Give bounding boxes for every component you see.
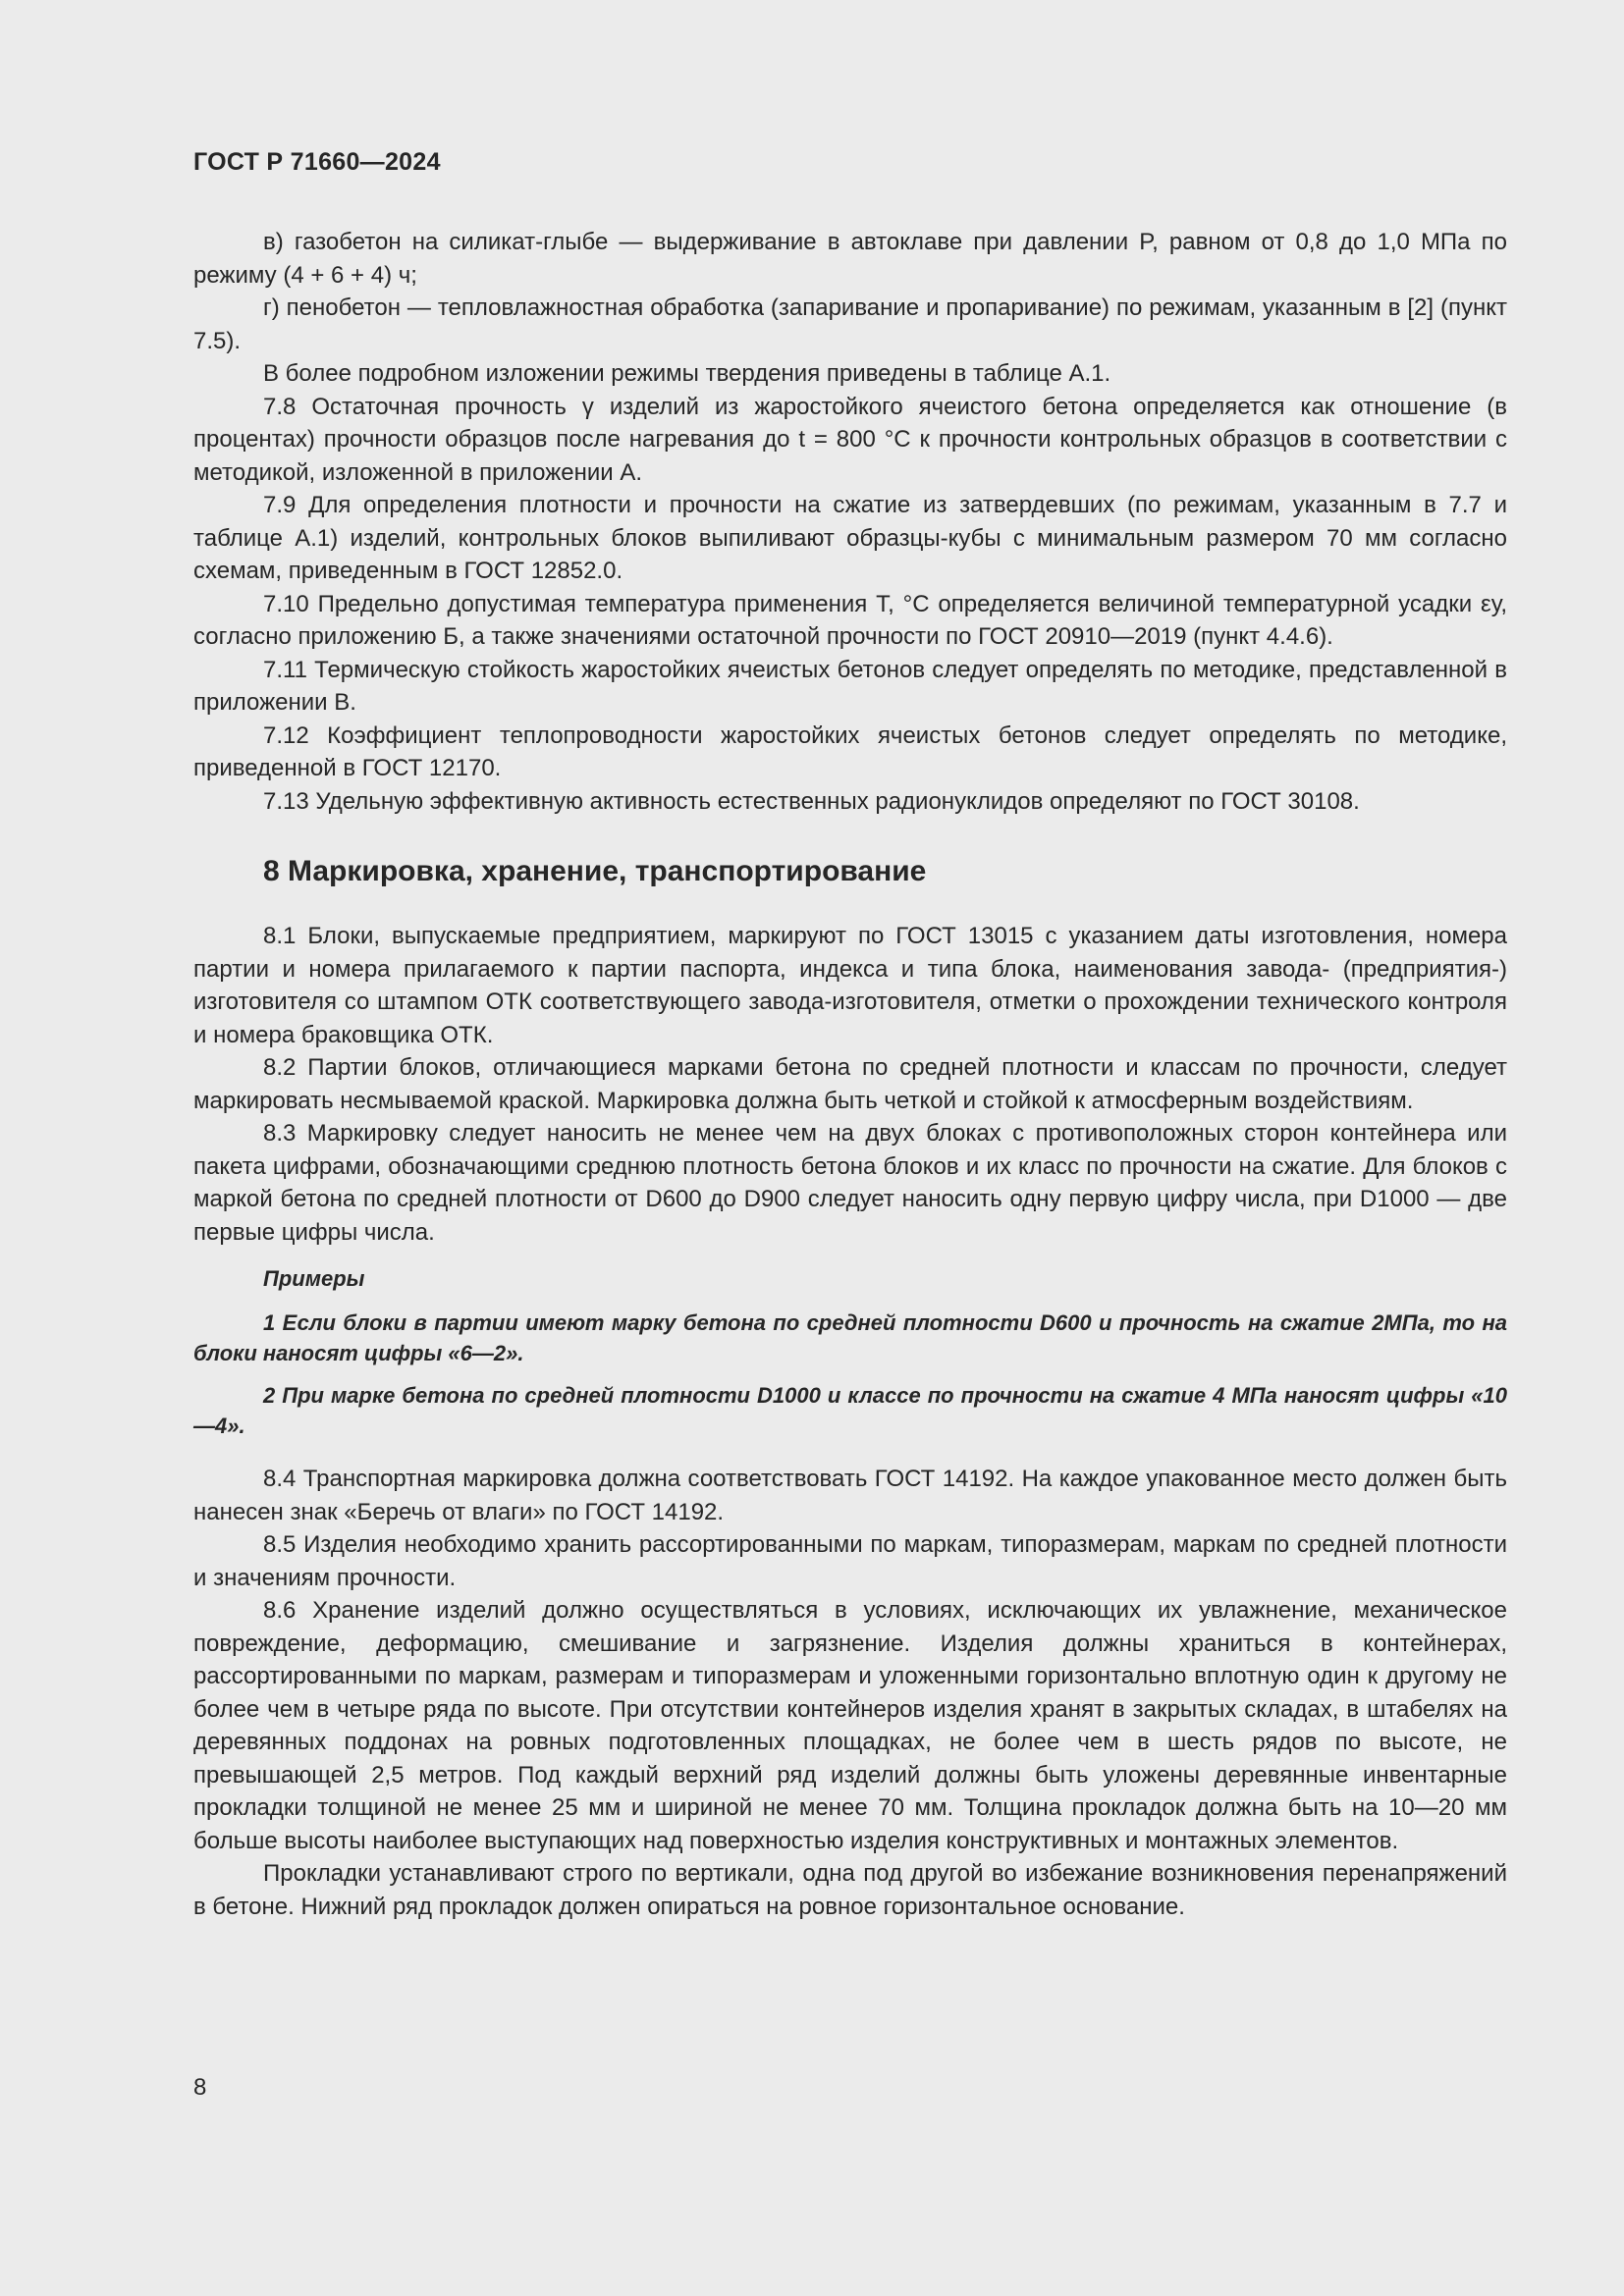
- page-number: 8: [193, 2074, 207, 2101]
- document-header: ГОСТ Р 71660—2024: [193, 148, 441, 176]
- example-item: 1 Если блоки в партии имеют марку бетона по средней плотности D600 и прочность на сжатие 2МПа, то на блоки наносят цифры «6—2».: [193, 1310, 1507, 1365]
- document-body: [193, 226, 1507, 1923]
- paragraph: 7.8 Остаточная прочность γ изделий из жаростойкого ячеистого бетона определяется как отношение (в процентах) прочности образцов после нагревания до t = 800 °С к прочности контрольных образцов в соответствии с методикой, изложенной в приложении А.: [193, 393, 1507, 486]
- paragraph: 8.3 Маркировку следует наносить не менее чем на двух блоках с противоположных сторон контейнера или пакета цифрами, обозначающими среднюю плотность бетона блоков и их класс по прочности на сжатие. Для блоков с маркой бетона по средней плотности от D600 до D900 следует наносить одну первую цифру числа, при D1000 — две первые цифры числа.: [193, 1120, 1507, 1246]
- paragraph: 8.4 Транспортная маркировка должна соответствовать ГОСТ 14192. На каждое упакованное место должен быть нанесен знак «Беречь от влаги» по ГОСТ 14192.: [193, 1466, 1507, 1525]
- examples-title: Примеры: [263, 1266, 365, 1291]
- paragraph: 8.2 Партии блоков, отличающиеся марками бетона по средней плотности и классам по прочности, следует маркировать несмываемой краской. Маркировка должна быть четкой и стойкой к атмосферным воздействиям.: [193, 1054, 1507, 1114]
- paragraph: В более подробном изложении режимы твердения приведены в таблице А.1.: [263, 360, 1111, 387]
- paragraph: 7.12 Коэффициент теплопроводности жаростойких ячеистых бетонов следует определять по методике, приведенной в ГОСТ 12170.: [193, 721, 1507, 781]
- paragraph: Прокладки устанавливают строго по вертикали, одна под другой во избежание возникновения перенапряжений в бетоне. Нижний ряд прокладок должен опираться на ровное горизонтальное основание.: [193, 1860, 1507, 1920]
- paragraph: 8.6 Хранение изделий должно осуществляться в условиях, исключающих их увлажнение, механическое повреждение, деформацию, смешивание и загрязнение. Изделия должны храниться в контейнерах, рассортированными по маркам, размерам и типоразмерам и уложенными горизонтально вплотную один к другому не более чем в четыре ряда по высоте. При отсутствии контейнеров изделия хранят в закрытых складах, в штабелях на деревянных поддонах на ровных подготовленных площадках, не более чем в шесть рядов по высоте, не превышающей 2,5 метров. Под каждый верхний ряд изделий должны быть уложены деревянные инвентарные прокладки толщиной не менее 25 мм и шириной не менее 70 мм. Толщина прокладок должна быть на 10—20 мм больше высоты наиболее выступающих над поверхностью изделия конструктивных и монтажных элементов.: [193, 1597, 1507, 1854]
- paragraph: 8.1 Блоки, выпускаемые предприятием, маркируют по ГОСТ 13015 с указанием даты изготовления, номера партии и номера прилагаемого к партии паспорта, индекса и типа блока, наименования завода- (предприятия-) изготовителя со штампом ОТК соответствующего завода-изготовителя, отметки о прохождении технического контроля и номера браковщика ОТК.: [193, 923, 1507, 1048]
- section-title: 8 Маркировка, хранение, транспортирование: [263, 855, 927, 887]
- paragraph: в) газобетон на силикат-глыбе — выдерживание в автоклаве при давлении P, равном от 0,8 до 1,0 МПа по режиму (4 + 6 + 4) ч;: [193, 229, 1507, 289]
- paragraph: 7.10 Предельно допустимая температура применения T, °С определяется величиной температурной усадки εу, согласно приложению Б, а также значениями остаточной прочности по ГОСТ 20910—2019 (пункт 4.4.6).: [193, 590, 1507, 650]
- paragraph: г) пенобетон — тепловлажностная обработка (запаривание и пропаривание) по режимам, указанным в [2] (пункт 7.5).: [193, 294, 1507, 354]
- example-item: 2 При марке бетона по средней плотности D1000 и классе по прочности на сжатие 4 МПа наносят цифры «10—4».: [193, 1383, 1507, 1438]
- paragraph: 7.9 Для определения плотности и прочности на сжатие из затвердевших (по режимам, указанным в 7.7 и таблице А.1) изделий, контрольных блоков выпиливают образцы-кубы с минимальным размером 70 мм согласно схемам, приведенным в ГОСТ 12852.0.: [193, 492, 1507, 584]
- paragraph: 7.11 Термическую стойкость жаростойких ячеистых бетонов следует определять по методике, представленной в приложении В.: [193, 656, 1507, 716]
- paragraph: 8.5 Изделия необходимо хранить рассортированными по маркам, типоразмерам, маркам по средней плотности и значениям прочности.: [193, 1531, 1507, 1591]
- paragraph: 7.13 Удельную эффективную активность естественных радионуклидов определяют по ГОСТ 30108.: [263, 787, 1360, 815]
